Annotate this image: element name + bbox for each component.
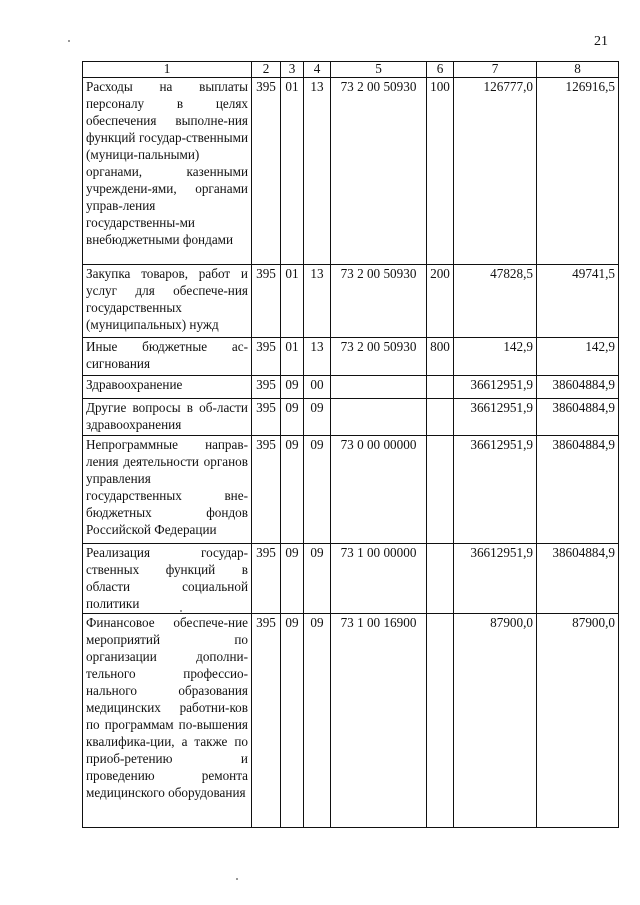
row-vr: [427, 544, 454, 614]
scan-speck: [236, 878, 238, 880]
row-csr: 73 0 00 00000: [331, 436, 427, 544]
row-pr: 00: [304, 376, 331, 399]
row-pr: 13: [304, 338, 331, 376]
row-name: Иные бюджетные ас-сигнования: [83, 338, 252, 376]
row-rz: 01: [281, 338, 304, 376]
row-name: Непрограммные направ-ления деятельности органов управления государственных вне-бюджетных фондов Российской Федерации: [83, 436, 252, 544]
row-csr: 73 2 00 50930: [331, 338, 427, 376]
row-rz: 01: [281, 265, 304, 338]
row-sum1: 36612951,9: [454, 544, 537, 614]
row-sum1: 142,9: [454, 338, 537, 376]
page-number: 21: [594, 34, 608, 49]
row-sum2: 126916,5: [537, 78, 619, 265]
row-csr: 73 2 00 50930: [331, 265, 427, 338]
row-pr: 09: [304, 436, 331, 544]
row-ved: 395: [252, 614, 281, 828]
row-csr: 73 1 00 16900: [331, 614, 427, 828]
header-col-8: 8: [537, 62, 619, 78]
row-csr: [331, 399, 427, 436]
row-vr: [427, 376, 454, 399]
row-sum1: 87900,0: [454, 614, 537, 828]
row-rz: 09: [281, 544, 304, 614]
row-sum2: 38604884,9: [537, 544, 619, 614]
row-sum2: 87900,0: [537, 614, 619, 828]
row-name: Финансовое обеспече-ние мероприятий по организации дополни-тельного профессио-нального образования медицинских работни-ков по программам по-вышения квалифика-ции, а также по приоб-ретению и проведению ремонта медицинского оборудования: [83, 614, 252, 828]
row-name: Закупка товаров, работ и услуг для обеспече-ния государственных (муниципальных) нужд: [83, 265, 252, 338]
row-sum2: 38604884,9: [537, 436, 619, 544]
table-row: [83, 265, 619, 338]
table-row: [83, 614, 619, 828]
row-vr: 800: [427, 338, 454, 376]
row-sum2: 38604884,9: [537, 376, 619, 399]
table-row: [83, 376, 619, 399]
row-rz: 09: [281, 436, 304, 544]
table-row: [83, 544, 619, 614]
budget-table: [82, 61, 619, 828]
table-row: [83, 399, 619, 436]
row-vr: [427, 436, 454, 544]
header-col-2: 2: [252, 62, 281, 78]
row-ved: 395: [252, 376, 281, 399]
row-csr: [331, 376, 427, 399]
header-col-4: 4: [304, 62, 331, 78]
row-sum1: 47828,5: [454, 265, 537, 338]
row-sum1: 36612951,9: [454, 436, 537, 544]
table-header-row: [83, 62, 619, 78]
header-col-1: 1: [83, 62, 252, 78]
row-ved: 395: [252, 338, 281, 376]
row-sum2: 38604884,9: [537, 399, 619, 436]
row-rz: 09: [281, 376, 304, 399]
row-pr: 09: [304, 399, 331, 436]
header-col-7: 7: [454, 62, 537, 78]
row-name: Реализация государ-ственных функций в области социальной политики: [83, 544, 252, 614]
row-pr: 09: [304, 544, 331, 614]
row-sum1: 36612951,9: [454, 399, 537, 436]
table-row: [83, 338, 619, 376]
row-name: Здравоохранение: [83, 376, 252, 399]
row-ved: 395: [252, 544, 281, 614]
row-sum2: 49741,5: [537, 265, 619, 338]
row-name: Расходы на выплаты персоналу в целях обеспечения выполне-ния функций государ-ственными (муници-пальными) органами, казенными учреждени-ями, органами управ-ления государственны-ми внебюджетными фондами: [83, 78, 252, 265]
header-col-3: 3: [281, 62, 304, 78]
row-csr: 73 2 00 50930: [331, 78, 427, 265]
row-csr: 73 1 00 00000: [331, 544, 427, 614]
row-ved: 395: [252, 436, 281, 544]
row-ved: 395: [252, 399, 281, 436]
row-pr: 09: [304, 614, 331, 828]
header-col-6: 6: [427, 62, 454, 78]
scan-speck: [180, 610, 182, 612]
row-ved: 395: [252, 265, 281, 338]
row-sum2: 142,9: [537, 338, 619, 376]
row-pr: 13: [304, 265, 331, 338]
row-pr: 13: [304, 78, 331, 265]
row-vr: 200: [427, 265, 454, 338]
row-vr: [427, 399, 454, 436]
scan-speck: [68, 40, 70, 42]
header-col-5: 5: [331, 62, 427, 78]
row-rz: 09: [281, 399, 304, 436]
row-ved: 395: [252, 78, 281, 265]
row-rz: 09: [281, 614, 304, 828]
row-vr: [427, 614, 454, 828]
row-rz: 01: [281, 78, 304, 265]
table-row: [83, 436, 619, 544]
table-row: [83, 78, 619, 265]
row-sum1: 126777,0: [454, 78, 537, 265]
row-name: Другие вопросы в об-ласти здравоохранения: [83, 399, 252, 436]
row-sum1: 36612951,9: [454, 376, 537, 399]
row-vr: 100: [427, 78, 454, 265]
